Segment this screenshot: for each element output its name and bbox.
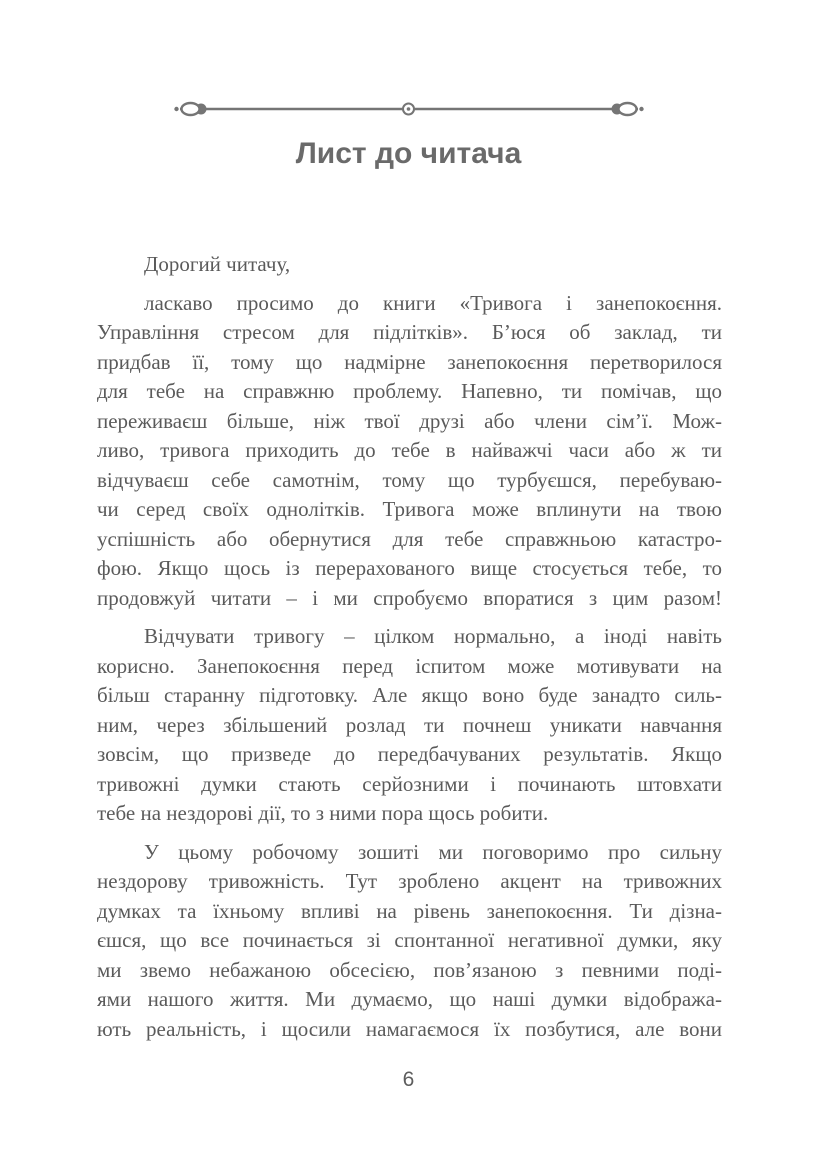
text-line: тебе на нездорові дії, то з ними пора щось робити. — [97, 801, 549, 825]
text-line: ливо, тривога приходить до тебе в найважчі часи або ж ти — [97, 438, 722, 462]
text-line: тривожні думки стають серйозними і починають штовхати — [97, 771, 722, 796]
ornamental-divider-graphic — [172, 98, 646, 120]
divider-center-ornament-icon — [403, 104, 414, 115]
text-line: У цьому робочому зошиті ми поговоримо про сильну — [144, 839, 722, 864]
ornamental-divider — [172, 98, 646, 120]
text-line: Управління стресом для підлітків». Б’юся об заклад, ти — [97, 320, 722, 344]
page-number: 6 — [402, 1068, 415, 1091]
divider-right-ornament-icon — [612, 103, 644, 115]
text-line: придбав її, тому що надмірне занепокоєння перетворилося — [97, 349, 722, 374]
paragraph — [97, 838, 722, 1045]
text-line: корисно. Занепокоєння перед іспитом може мотивувати на — [97, 653, 722, 678]
text-line: ним, через збільшений розлад ти почнеш уникати навчання — [97, 712, 722, 737]
text-line: більш старанну підготовку. Але якщо воно буде занадто силь- — [97, 683, 722, 707]
text-line: чи серед своїх однолітків. Тривога може вплинути на твою — [97, 497, 722, 521]
text-line: Дорогий читачу, — [144, 252, 291, 276]
text-line: ями нашого життя. Ми думаємо, що наші думки відобража- — [97, 987, 722, 1011]
text-line: фою. Якщо щось із перерахованого вище стосується тебе, то — [97, 556, 722, 580]
divider-left-ornament-icon — [174, 103, 206, 115]
chapter-title: Лист до читача — [295, 137, 522, 170]
text-line: нездорову тривожність. Тут зроблено акцент на тривожних — [97, 869, 722, 893]
text-line: ють реальність, і щосили намагаємося їх позбутися, але вони — [97, 1016, 722, 1041]
text-line: ми звемо небажаною обсесією, пов’язаною з певними поді- — [97, 957, 722, 982]
text-line: переживаєш більше, ніж твої друзі або члени сім’ї. Мож- — [97, 408, 722, 433]
text-line: єшся, що все починається зі спонтанної негативної думки, яку — [97, 928, 722, 952]
paragraph — [97, 289, 722, 614]
text-line: продовжуй читати – і ми спробуємо впоратися з цим разом! — [97, 585, 722, 610]
text-line: відчуваєш себе самотнім, тому що турбуєшся, перебуваю- — [97, 467, 722, 492]
text-line: для тебе на справжню проблему. Напевно, ти помічав, що — [97, 379, 722, 403]
paragraph — [97, 250, 722, 280]
text-line: ласкаво просимо до книги «Тривога і занепокоєння. — [144, 290, 722, 315]
paragraph — [97, 622, 722, 829]
text-line: успішність або обернутися для тебе справжньою катастро- — [97, 526, 722, 551]
text-line: зовсім, що призведе до передбачуваних результатів. Якщо — [97, 742, 722, 766]
text-line: думках та їхньому впливі на рівень занепокоєння. Ти дізна- — [97, 898, 722, 923]
text-line: Відчувати тривогу – цілком нормально, а іноді навіть — [144, 624, 722, 648]
body-text — [97, 250, 722, 1053]
